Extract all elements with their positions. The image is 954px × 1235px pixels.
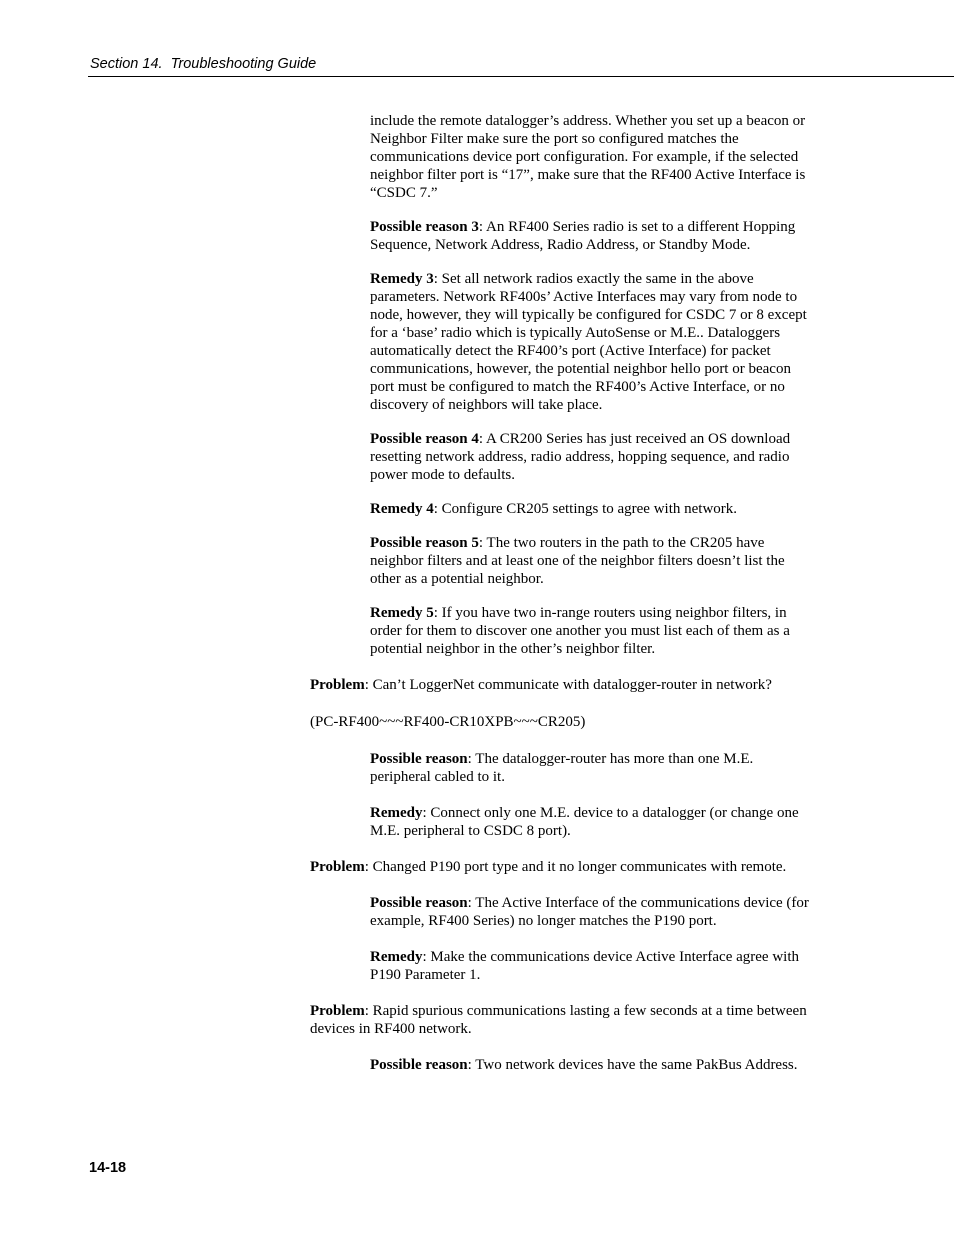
possible-reason-me <box>370 750 810 786</box>
remedy-3 <box>370 270 810 414</box>
page-header <box>88 55 954 77</box>
paragraph-text: : The two routers in the path to the CR205 have neighbor filters and at least one of the neighbor filters doesn’t list the other as a potential neighbor. <box>370 535 785 587</box>
possible-reason-4 <box>370 430 810 484</box>
possible-reason-3 <box>370 218 810 254</box>
possible-reason-pakbus <box>370 1056 810 1074</box>
paragraph-text: : Rapid spurious communications lasting a few seconds at a time between devices in RF400 network. <box>310 1003 807 1037</box>
label: Possible reason <box>370 751 468 767</box>
paragraph-text: : Configure CR205 settings to agree with network. <box>433 501 738 517</box>
possible-reason-5 <box>370 534 810 588</box>
remedy-4 <box>370 500 810 518</box>
label: Problem <box>310 677 365 693</box>
remedy-p190 <box>370 948 810 984</box>
network-path <box>310 713 810 731</box>
label: Remedy 4 <box>370 501 434 517</box>
paragraph-text: (PC-RF400~~~RF400-CR10XPB~~~CR205) <box>310 714 586 730</box>
page-content <box>310 112 810 1074</box>
label: Possible reason <box>370 895 468 911</box>
section-title: Section 14. Troubleshooting Guide <box>90 56 317 72</box>
paragraph-text: : Changed P190 port type and it no longer communicates with remote. <box>364 859 787 875</box>
paragraph-text: : Can’t LoggerNet communicate with datalogger-router in network? <box>364 677 772 693</box>
label: Remedy 3 <box>370 271 434 287</box>
remedy-me <box>370 804 810 840</box>
paragraph-text: : The Active Interface of the communications device (for example, RF400 Series) no longer matches the P190 port. <box>370 895 809 929</box>
label: Remedy 5 <box>370 605 434 621</box>
page-number: 14-18 <box>89 1160 127 1176</box>
label: Problem <box>310 859 365 875</box>
paragraph-text: : If you have two in-range routers using neighbor filters, in order for them to discover one another you must list each of them as a potential neighbor in the other’s neighbor filter. <box>370 605 790 657</box>
label: Possible reason 4 <box>370 431 479 447</box>
paragraph-text: : Two network devices have the same PakBus Address. <box>467 1057 798 1073</box>
label: Problem <box>310 1003 365 1019</box>
paragraph-text: include the remote datalogger’s address. Whether you set up a beacon or Neighbor Filter make sure the port so configured matches the communications device port configuration. For example, if the selected neighbor filter port is “17”, make sure that the RF400 Active Interface is “CSDC 7.” <box>370 113 806 201</box>
problem-p190 <box>310 858 810 876</box>
paragraph-text: : An RF400 Series radio is set to a different Hopping Sequence, Network Address, Radio Address, or Standby Mode. <box>370 219 796 253</box>
label: Possible reason 5 <box>370 535 479 551</box>
paragraph-text: : A CR200 Series has just received an OS download resetting network address, radio address, hopping sequence, and radio power mode to defaults. <box>370 431 791 483</box>
problem-loggernet <box>310 676 810 694</box>
paragraph-text: : The datalogger-router has more than one M.E. peripheral cabled to it. <box>370 751 754 785</box>
paragraph-text: : Set all network radios exactly the same in the above parameters. Network RF400s’ Active Interfaces may vary from node to node, however, they will typically be configured for CSDC 7 or 8 except for a ‘base’ radio which is typically AutoSense or M.E.. Dataloggers automatically detect the RF400’s port (Active Interface) for packet communications, however, the potential neighbor hello port or beacon port must be configured to match the RF400’s Active Interface, or no discovery of neighbors will take place. <box>370 271 807 413</box>
label: Possible reason <box>370 1057 468 1073</box>
paragraph-text: : Connect only one M.E. device to a datalogger (or change one M.E. peripheral to CSDC 8 port). <box>370 805 799 839</box>
problem-spurious <box>310 1002 810 1038</box>
label: Remedy <box>370 805 423 821</box>
label: Possible reason 3 <box>370 219 479 235</box>
possible-reason-p190 <box>370 894 810 930</box>
paragraph-text: : Make the communications device Active Interface agree with P190 Parameter 1. <box>370 949 800 983</box>
remedy-5 <box>370 604 810 658</box>
label: Remedy <box>370 949 423 965</box>
paragraph-continuation <box>370 112 810 202</box>
